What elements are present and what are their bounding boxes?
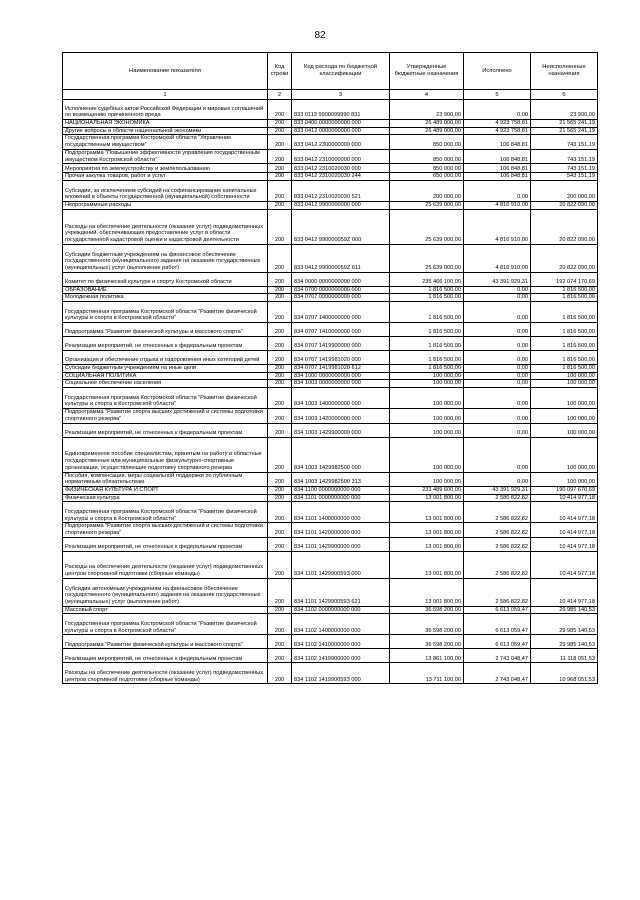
row-name: Социальное обеспечение населения <box>63 380 268 388</box>
table-row <box>63 127 598 135</box>
row-approved: 100 000,00 <box>390 372 464 380</box>
row-line-code: 200 <box>268 388 292 409</box>
row-expense-code: 834 1101 142990059З 621 <box>292 578 390 606</box>
row-name: Реализация мероприятий, не отнесенных к федеральным проектам <box>63 537 268 551</box>
row-name: Пособия, компенсации, меры социальной поддержки по публичным нормативным обязательствам <box>63 472 268 486</box>
row-line-code: 200 <box>268 663 292 684</box>
row-expense-code: 834 1003 1400000000 000 <box>292 388 390 409</box>
row-unexecuted: 100 000,00 <box>531 388 598 409</box>
row-unexecuted: 10 414 977,18 <box>531 537 598 551</box>
row-unexecuted: 23 900,00 <box>531 100 598 120</box>
row-executed: 6 613 059,47 <box>464 606 531 614</box>
table-row <box>63 649 598 663</box>
row-unexecuted: 543 151,19 <box>531 173 598 181</box>
row-unexecuted: 20 822 090,00 <box>531 209 598 244</box>
header-approved: Утвержденные бюджетные назначения <box>390 53 464 90</box>
row-approved: 13 861 100,00 <box>390 649 464 663</box>
row-line-code: 200 <box>268 635 292 649</box>
row-approved: 13 001 800,00 <box>390 537 464 551</box>
row-approved: 1 816 500,00 <box>390 337 464 351</box>
row-approved: 36 598 200,00 <box>390 606 464 614</box>
table-row <box>63 380 598 388</box>
row-line-code: 200 <box>268 272 292 286</box>
column-number: 4 <box>390 90 464 100</box>
table-row <box>63 286 598 294</box>
row-executed: 43 391 929,31 <box>464 272 531 286</box>
row-unexecuted: 10 414 977,18 <box>531 551 598 578</box>
row-name: Государственная программа Костромской области "Управление государственным имуществом" <box>63 135 268 149</box>
row-name: Подпрограмма "Повышение эффективности управления государственным имуществом Костромской области" <box>63 149 268 163</box>
row-executed: 0,00 <box>464 380 531 388</box>
row-expense-code: 834 0000 0000000000 000 <box>292 272 390 286</box>
row-approved: 1 816 500,00 <box>390 365 464 373</box>
row-name: ОБРАЗОВАНИЕ <box>63 286 268 294</box>
row-name: Подпрограмма "Развитие физической культуры и массового спорта" <box>63 323 268 337</box>
row-expense-code: 833 0412 2300000000 000 <box>292 135 390 149</box>
row-executed: 0,00 <box>464 365 531 373</box>
row-executed: 0,00 <box>464 180 531 201</box>
row-unexecuted: 100 000,00 <box>531 372 598 380</box>
row-line-code: 200 <box>268 302 292 323</box>
table-row <box>63 244 598 272</box>
row-expense-code: 834 1102 141990059З 000 <box>292 663 390 684</box>
row-executed: 4 923 758,81 <box>464 127 531 135</box>
table-row <box>63 372 598 380</box>
row-approved: 650 000,00 <box>390 173 464 181</box>
row-name: Молодежная политика <box>63 294 268 302</box>
row-expense-code: 834 1100 0000000000 000 <box>292 486 390 494</box>
row-name: Комитет по физической культуре и спорту Костромской области <box>63 272 268 286</box>
row-line-code: 200 <box>268 523 292 537</box>
row-executed: 2 586 822,82 <box>464 578 531 606</box>
row-approved: 233 489 600,00 <box>390 486 464 494</box>
row-name: Прочая закупка товаров, работ и услуг <box>63 173 268 181</box>
table-row <box>63 201 598 209</box>
row-expense-code: 833 0412 2310020030 521 <box>292 180 390 201</box>
row-name: Физическая культура <box>63 494 268 502</box>
row-unexecuted: 10 968 051,53 <box>531 663 598 684</box>
row-approved: 100 000,00 <box>390 472 464 486</box>
row-line-code: 200 <box>268 209 292 244</box>
column-number: 3 <box>292 90 390 100</box>
row-expense-code: 833 0412 0000000000 000 <box>292 127 390 135</box>
row-line-code: 200 <box>268 380 292 388</box>
row-name: Расходы на обеспечение деятельности (оказание услуг) подведомственных учреждений, обеспечивающих предоставление услуг в области государственной кадастровой оценки и кадастровой деятельности <box>63 209 268 244</box>
row-line-code: 200 <box>268 614 292 635</box>
row-expense-code: 834 1003 1429982500 000 <box>292 437 390 472</box>
table-row <box>63 135 598 149</box>
row-approved: 13 001 800,00 <box>390 502 464 523</box>
row-name: Реализация мероприятий, не отнесенных к федеральным проектам <box>63 337 268 351</box>
row-expense-code: 833 0412 9900000000 000 <box>292 201 390 209</box>
row-expense-code: 834 1101 142990059З 000 <box>292 551 390 578</box>
page-number: 82 <box>314 30 326 41</box>
row-executed: 43 391 929,31 <box>464 486 531 494</box>
row-line-code: 200 <box>268 551 292 578</box>
row-executed: 0,00 <box>464 372 531 380</box>
row-executed: 4 816 910,00 <box>464 201 531 209</box>
row-expense-code: 834 0707 0000000000 000 <box>292 294 390 302</box>
table-row <box>63 365 598 373</box>
row-approved: 1 816 500,00 <box>390 286 464 294</box>
row-line-code: 200 <box>268 323 292 337</box>
row-expense-code: 834 1003 1420000000 000 <box>292 409 390 423</box>
row-unexecuted: 743 151,19 <box>531 164 598 173</box>
table-row <box>63 272 598 286</box>
row-expense-code: 834 1101 0000000000 000 <box>292 494 390 502</box>
row-line-code: 200 <box>268 372 292 380</box>
table-row <box>63 663 598 684</box>
row-unexecuted: 100 000,00 <box>531 409 598 423</box>
column-number: 6 <box>531 90 598 100</box>
row-unexecuted: 10 414 977,18 <box>531 502 598 523</box>
row-name: Субсидии бюджетным учреждениям на иные цели <box>63 365 268 373</box>
row-unexecuted: 190 097 670,69 <box>531 486 598 494</box>
row-unexecuted: 29 985 140,53 <box>531 635 598 649</box>
table-row <box>63 149 598 163</box>
row-executed: 106 848,81 <box>464 164 531 173</box>
row-executed: 0,00 <box>464 472 531 486</box>
row-expense-code: 833 0412 990000059Z 611 <box>292 244 390 272</box>
table-row <box>63 635 598 649</box>
row-expense-code: 834 1003 1429982500 313 <box>292 472 390 486</box>
row-approved: 100 000,00 <box>390 423 464 437</box>
row-name: Государственная программа Костромской области "Развитие физической культуры и спорта в Костромской области" <box>63 388 268 409</box>
row-approved: 25 639 000,00 <box>390 209 464 244</box>
row-unexecuted: 10 414 977,18 <box>531 523 598 537</box>
row-name: Организация и обеспечение отдыха и оздоровления иных категорий детей <box>63 351 268 365</box>
table-row <box>63 120 598 128</box>
row-name: Государственная программа Костромской области "Развитие физической культуры и спорта в Костромской области" <box>63 502 268 523</box>
row-approved: 23 900,00 <box>390 100 464 120</box>
row-executed: 0,00 <box>464 423 531 437</box>
row-executed: 6 613 059,47 <box>464 635 531 649</box>
row-line-code: 200 <box>268 537 292 551</box>
row-executed: 2 586 822,82 <box>464 551 531 578</box>
row-approved: 13 001 800,00 <box>390 551 464 578</box>
row-approved: 100 000,00 <box>390 380 464 388</box>
row-expense-code: 834 1101 1420000000 000 <box>292 523 390 537</box>
row-executed: 0,00 <box>464 286 531 294</box>
table-row <box>63 606 598 614</box>
row-name: СОЦИАЛЬНАЯ ПОЛИТИКА <box>63 372 268 380</box>
row-name: Подпрограмма "Развитие спорта высших достижений и системы подготовки спортивного резерва" <box>63 523 268 537</box>
row-expense-code: 834 1101 1429900000 000 <box>292 537 390 551</box>
header-unexecuted: Неисполненные назначения <box>531 53 598 90</box>
table-row <box>63 551 598 578</box>
row-expense-code: 833 0412 990000059Z 000 <box>292 209 390 244</box>
row-executed: 4 816 910,00 <box>464 209 531 244</box>
row-approved: 13 001 800,00 <box>390 578 464 606</box>
row-name: Расходы на обеспечение деятельности (оказание услуг) подведомственных центров спортивной подготовки (сборные команды) <box>63 551 268 578</box>
row-unexecuted: 1 816 500,00 <box>531 337 598 351</box>
column-number: 1 <box>63 90 268 100</box>
row-line-code: 200 <box>268 120 292 128</box>
row-line-code: 200 <box>268 180 292 201</box>
table-row <box>63 494 598 502</box>
column-number: 5 <box>464 90 531 100</box>
row-approved: 850 000,00 <box>390 135 464 149</box>
row-line-code: 200 <box>268 135 292 149</box>
row-executed: 2 586 822,82 <box>464 502 531 523</box>
row-unexecuted: 743 151,19 <box>531 135 598 149</box>
row-executed: 0,00 <box>464 388 531 409</box>
row-executed: 2 586 822,82 <box>464 494 531 502</box>
row-expense-code: 834 0700 0000000000 000 <box>292 286 390 294</box>
row-line-code: 200 <box>268 201 292 209</box>
header-expense-code: Код расхода по бюджетной классификации <box>292 53 390 90</box>
table-row <box>63 180 598 201</box>
row-name: Государственная программа Костромской области "Развитие физической культуры и спорта в Костромской области" <box>63 614 268 635</box>
row-approved: 13 001 800,00 <box>390 494 464 502</box>
table-header-row <box>63 53 598 90</box>
row-line-code: 200 <box>268 100 292 120</box>
row-approved: 1 816 500,00 <box>390 323 464 337</box>
row-unexecuted: 1 816 500,00 <box>531 294 598 302</box>
row-expense-code: 834 1102 1400000000 000 <box>292 614 390 635</box>
table-row <box>63 537 598 551</box>
row-unexecuted: 20 822 090,00 <box>531 201 598 209</box>
row-expense-code: 834 0707 1419981020 000 <box>292 351 390 365</box>
column-numbers-row <box>63 90 598 100</box>
row-unexecuted: 100 000,00 <box>531 423 598 437</box>
row-approved: 13 711 100,00 <box>390 663 464 684</box>
row-line-code: 200 <box>268 127 292 135</box>
row-expense-code: 834 0707 1419900000 000 <box>292 337 390 351</box>
row-approved: 100 000,00 <box>390 388 464 409</box>
row-executed: 2 586 822,82 <box>464 537 531 551</box>
row-line-code: 200 <box>268 294 292 302</box>
row-expense-code: 833 0113 9900099990 831 <box>292 100 390 120</box>
row-name: Исполнение судебных актов Российской Федерации и мировых соглашений по возмещению причиненного вреда <box>63 100 268 120</box>
row-approved: 200 000,00 <box>390 180 464 201</box>
row-line-code: 200 <box>268 494 292 502</box>
row-executed: 6 613 059,47 <box>464 614 531 635</box>
row-name: Государственная программа Костромской области "Развитие физической культуры и спорта в Костромской области" <box>63 302 268 323</box>
row-line-code: 200 <box>268 409 292 423</box>
row-expense-code: 834 1003 1429900000 000 <box>292 423 390 437</box>
table-row <box>63 294 598 302</box>
row-approved: 1 816 500,00 <box>390 351 464 365</box>
row-line-code: 200 <box>268 173 292 181</box>
row-executed: 2 586 822,82 <box>464 523 531 537</box>
row-name: НАЦИОНАЛЬНАЯ ЭКОНОМИКА <box>63 120 268 128</box>
row-unexecuted: 1 816 500,00 <box>531 365 598 373</box>
row-unexecuted: 10 414 977,18 <box>531 578 598 606</box>
budget-execution-table <box>62 52 598 684</box>
table-row <box>63 502 598 523</box>
row-unexecuted: 29 985 140,53 <box>531 606 598 614</box>
row-line-code: 200 <box>268 472 292 486</box>
row-name: Другие вопросы в области национальной экономики <box>63 127 268 135</box>
row-executed: 0,00 <box>464 323 531 337</box>
row-expense-code: 834 0707 1410000000 000 <box>292 323 390 337</box>
row-unexecuted: 11 118 051,53 <box>531 649 598 663</box>
row-expense-code: 834 1102 0000000000 000 <box>292 606 390 614</box>
table-row <box>63 302 598 323</box>
row-name: Субсидии, за исключением субсидий на софинансирование капитальных вложений в объекты государственной (муниципальной) собственности <box>63 180 268 201</box>
row-approved: 100 000,00 <box>390 437 464 472</box>
row-unexecuted: 200 000,00 <box>531 180 598 201</box>
row-expense-code: 834 1102 1419900000 000 <box>292 649 390 663</box>
row-expense-code: 834 1000 0000000000 000 <box>292 372 390 380</box>
row-name: Субсидии автономным учреждениям на финансовое обеспечение государственного (муниципального) задания на оказание государственных (муниципальных) услуг (выполнение работ) <box>63 578 268 606</box>
row-name: Непрограммные расходы <box>63 201 268 209</box>
row-approved: 235 466 100,00 <box>390 272 464 286</box>
row-line-code: 200 <box>268 149 292 163</box>
row-unexecuted: 21 565 241,19 <box>531 120 598 128</box>
row-approved: 850 000,00 <box>390 164 464 173</box>
row-executed: 106 848,81 <box>464 173 531 181</box>
row-unexecuted: 21 565 241,19 <box>531 127 598 135</box>
row-executed: 0,00 <box>464 409 531 423</box>
row-name: Мероприятия по землеустройству и землепользованию <box>63 164 268 173</box>
row-executed: 106 848,81 <box>464 149 531 163</box>
row-line-code: 200 <box>268 351 292 365</box>
table-row <box>63 173 598 181</box>
row-executed: 2 743 048,47 <box>464 649 531 663</box>
row-executed: 0,00 <box>464 302 531 323</box>
row-executed: 106 848,81 <box>464 135 531 149</box>
row-executed: 4 816 910,00 <box>464 244 531 272</box>
table-row <box>63 388 598 409</box>
row-unexecuted: 1 816 500,00 <box>531 323 598 337</box>
row-executed: 2 743 048,47 <box>464 663 531 684</box>
row-executed: 0,00 <box>464 100 531 120</box>
header-line-code: Код строки <box>268 53 292 90</box>
row-unexecuted: 1 816 500,00 <box>531 286 598 294</box>
row-expense-code: 833 0412 2310000000 000 <box>292 149 390 163</box>
row-expense-code: 833 0412 2310020030 000 <box>292 164 390 173</box>
row-name: Массовый спорт <box>63 606 268 614</box>
row-unexecuted: 743 151,19 <box>531 149 598 163</box>
table-row <box>63 614 598 635</box>
row-unexecuted: 192 074 170,69 <box>531 272 598 286</box>
table-row <box>63 209 598 244</box>
row-expense-code: 834 1102 1410000000 000 <box>292 635 390 649</box>
row-approved: 26 489 000,00 <box>390 120 464 128</box>
table-row <box>63 437 598 472</box>
row-unexecuted: 100 000,00 <box>531 437 598 472</box>
table-row <box>63 323 598 337</box>
row-approved: 36 598 200,00 <box>390 614 464 635</box>
row-expense-code: 833 0400 0000000000 000 <box>292 120 390 128</box>
row-expense-code: 834 0707 1400000000 000 <box>292 302 390 323</box>
row-name: Подпрограмма "Развитие спорта высших достижений и системы подготовки спортивного резерва" <box>63 409 268 423</box>
header-executed: Исполнено <box>464 53 531 90</box>
table-row <box>63 409 598 423</box>
row-name: Расходы на обеспечение деятельности (оказание услуг) подведомственных центров спортивной подготовки (сборные команды) <box>63 663 268 684</box>
row-approved: 36 598 200,00 <box>390 635 464 649</box>
table-row <box>63 337 598 351</box>
row-expense-code: 834 1101 1400000000 000 <box>292 502 390 523</box>
table-row <box>63 100 598 120</box>
column-number: 2 <box>268 90 292 100</box>
row-line-code: 200 <box>268 437 292 472</box>
row-name: Субсидии бюджетным учреждениям на финансовое обеспечение государственного (муниципального) задания на оказание государственных (муниципальных) услуг (выполнение работ) <box>63 244 268 272</box>
row-unexecuted: 29 985 140,53 <box>531 614 598 635</box>
row-unexecuted: 100 000,00 <box>531 380 598 388</box>
row-line-code: 200 <box>268 502 292 523</box>
row-approved: 100 000,00 <box>390 409 464 423</box>
row-unexecuted: 10 414 977,18 <box>531 494 598 502</box>
table-row <box>63 164 598 173</box>
row-line-code: 200 <box>268 286 292 294</box>
row-unexecuted: 20 822 090,00 <box>531 244 598 272</box>
row-line-code: 200 <box>268 423 292 437</box>
row-approved: 13 001 800,00 <box>390 523 464 537</box>
table-row <box>63 472 598 486</box>
row-approved: 850 000,00 <box>390 149 464 163</box>
header-indicator-name: Наименование показателя <box>63 53 268 90</box>
row-line-code: 200 <box>268 486 292 494</box>
row-approved: 1 816 500,00 <box>390 302 464 323</box>
table-row <box>63 351 598 365</box>
row-unexecuted: 100 000,00 <box>531 472 598 486</box>
row-approved: 25 639 000,00 <box>390 201 464 209</box>
row-executed: 0,00 <box>464 351 531 365</box>
table-row <box>63 523 598 537</box>
row-executed: 0,00 <box>464 337 531 351</box>
row-name: Подпрограмма "Развитие физической культуры и массового спорта" <box>63 635 268 649</box>
row-line-code: 200 <box>268 337 292 351</box>
row-expense-code: 833 0412 2310020030 244 <box>292 173 390 181</box>
row-line-code: 200 <box>268 365 292 373</box>
table-row <box>63 423 598 437</box>
table-row <box>63 578 598 606</box>
row-approved: 25 639 000,00 <box>390 244 464 272</box>
row-line-code: 200 <box>268 649 292 663</box>
row-name: Реализация мероприятий, не отнесенных к федеральным проектам <box>63 649 268 663</box>
row-executed: 0,00 <box>464 294 531 302</box>
row-expense-code: 834 0707 1419981020 612 <box>292 365 390 373</box>
table-body <box>63 100 598 684</box>
row-line-code: 200 <box>268 164 292 173</box>
table-row <box>63 486 598 494</box>
row-approved: 26 489 000,00 <box>390 127 464 135</box>
row-expense-code: 834 1003 0000000000 000 <box>292 380 390 388</box>
row-executed: 4 923 758,81 <box>464 120 531 128</box>
row-name: ФИЗИЧЕСКАЯ КУЛЬТУРА И СПОРТ <box>63 486 268 494</box>
row-approved: 1 816 500,00 <box>390 294 464 302</box>
row-executed: 0,00 <box>464 437 531 472</box>
row-line-code: 200 <box>268 244 292 272</box>
row-unexecuted: 1 816 500,00 <box>531 302 598 323</box>
row-name: Реализация мероприятий, не отнесенных к федеральным проектам <box>63 423 268 437</box>
row-name: Единовременное пособие специалистам, принятым на работу в областные государственные или муниципальные физкультурно-спортивные организации, осуществляющие подготовку спортивного резерва <box>63 437 268 472</box>
row-line-code: 200 <box>268 578 292 606</box>
row-unexecuted: 1 816 500,00 <box>531 351 598 365</box>
row-line-code: 200 <box>268 606 292 614</box>
